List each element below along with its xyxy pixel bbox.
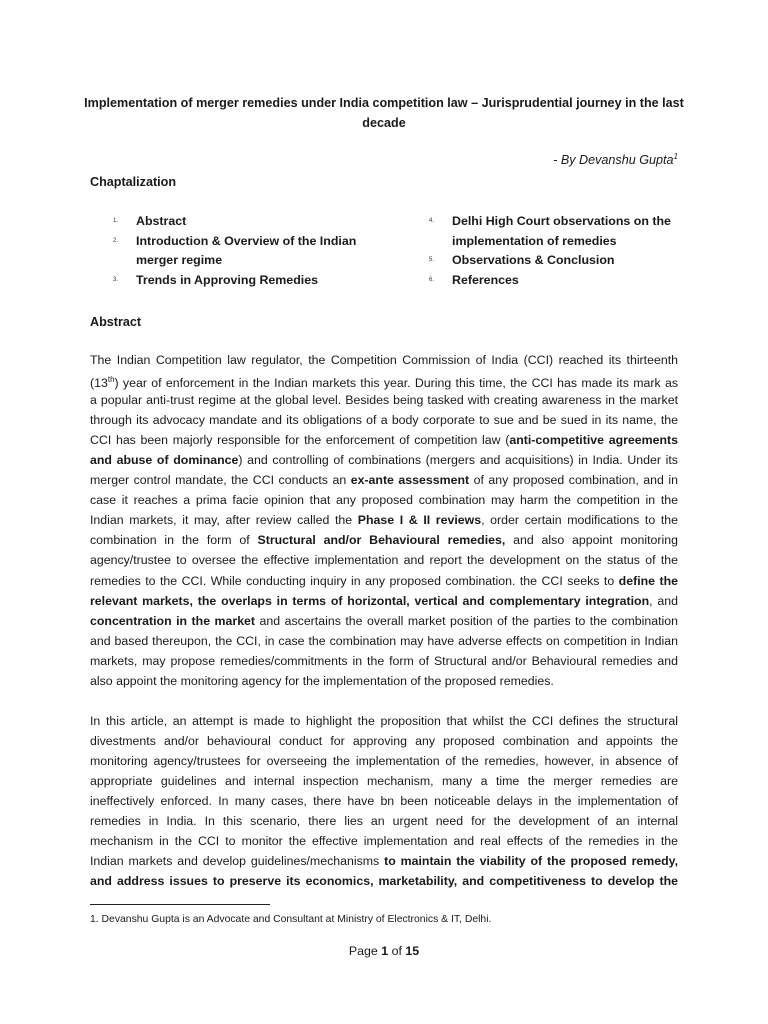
title-line-1: Implementation of merger remedies under India competition law – Jurisprudential journey in the last xyxy=(84,96,684,110)
text-run: , and xyxy=(649,593,678,608)
chaptalization-heading: Chaptalization xyxy=(90,175,177,189)
toc-item-number: 2. xyxy=(113,237,119,244)
paragraph-line xyxy=(90,370,678,390)
toc-item-number: 5. xyxy=(429,257,435,264)
paragraph-line xyxy=(90,591,678,611)
text-run: case it reaches a prima facie opinion that any proposed combination may harm the competition in the xyxy=(90,493,678,508)
page-number xyxy=(0,944,768,958)
paragraph-line xyxy=(90,751,678,771)
paragraph-line xyxy=(90,571,678,591)
text-run: ) year of enforcement in the Indian markets this year. During this time, the CCI has made its mark as xyxy=(114,376,678,391)
bold-text: to maintain the viability of the proposed remedy, xyxy=(384,854,678,869)
text-run: (13 xyxy=(90,376,108,391)
toc-item xyxy=(90,232,390,271)
byline-footnote-ref[interactable]: 1 xyxy=(673,152,678,161)
text-run: agency/trustee to oversee the effective implementation and report the development on the status of the xyxy=(90,553,678,568)
toc-item-label: Observations & Conclusion xyxy=(452,253,615,268)
abstract-paragraph-1 xyxy=(90,350,678,691)
bold-text: define the xyxy=(618,573,678,588)
text-run: combination in the form of xyxy=(90,533,258,548)
toc-item-number: 4. xyxy=(429,218,435,224)
text-run: ) and controlling of combinations (mergers and acquisitions) in India. Under its xyxy=(238,453,678,468)
page-total: 15 xyxy=(405,944,420,958)
toc-item xyxy=(406,212,706,251)
text-run: a popular anti-trust regime at the global level. Besides being tasked with creating awareness in the market xyxy=(90,393,678,408)
bold-text: concentration in the market xyxy=(90,613,256,628)
paragraph-line xyxy=(90,550,678,570)
toc-item-label: Introduction & Overview of the Indian xyxy=(136,233,357,248)
paragraph-line xyxy=(90,410,678,430)
paragraph-line xyxy=(90,611,678,631)
paragraph-line xyxy=(90,811,678,831)
bold-text: and abuse of dominance xyxy=(90,453,239,468)
toc-item-label: References xyxy=(452,272,519,287)
toc-item-label: Trends in Approving Remedies xyxy=(136,272,318,287)
text-run: and ascertains the overall market position of the parties to the combination xyxy=(255,613,678,628)
footnote-separator xyxy=(90,904,270,905)
paragraph-line xyxy=(90,631,678,651)
paragraph-line xyxy=(90,450,678,470)
paragraph-line xyxy=(90,771,678,791)
text-run: also appoint the monitoring agency for the implementation of the proposed remedies. xyxy=(90,673,554,688)
paragraph-line xyxy=(90,831,678,851)
paragraph-line xyxy=(90,470,678,490)
paragraph-line xyxy=(90,390,678,410)
toc-item xyxy=(90,271,390,291)
paragraph-line xyxy=(90,731,678,751)
text-run: monitoring agency/trustees for overseeing the implementation of the remedies, however, in absence of xyxy=(90,754,678,769)
paragraph-line xyxy=(90,651,678,671)
toc-item-label: Delhi High Court observations on the xyxy=(452,214,671,228)
abstract-heading: Abstract xyxy=(90,315,142,329)
paragraph-line xyxy=(90,510,678,530)
bold-text: Structural and/or Behavioural remedies, xyxy=(257,533,506,548)
page-current: 1 xyxy=(381,944,389,958)
bold-text: ex-ante assessment xyxy=(350,473,470,488)
paragraph-line xyxy=(90,791,678,811)
paragraph-line xyxy=(90,430,678,450)
paragraph-line xyxy=(90,711,678,731)
text-run: of any proposed combination, and in xyxy=(469,473,678,488)
document-title xyxy=(84,93,684,133)
bold-text: anti-competitive agreements xyxy=(509,433,678,448)
paragraph-line xyxy=(90,530,678,550)
text-run: merger control mandate, the CCI conducts an xyxy=(90,473,351,488)
toc-item-label: Abstract xyxy=(136,214,187,228)
text-run: and also appoint monitoring xyxy=(505,533,678,548)
toc-item-label: merger regime xyxy=(136,253,223,268)
bold-text: and address issues to preserve its economics, marketability, and competitiveness to develop the xyxy=(90,874,678,889)
bold-text: Phase I & II reviews xyxy=(357,513,482,528)
paragraph-line xyxy=(90,490,678,510)
paragraph-line xyxy=(90,350,678,370)
text-run: remedies in India. In this scenario, there lies an urgent need for the development of an internal xyxy=(90,814,678,829)
text-run: appropriate guidelines and internal inspection mechanism, many a time the merger remedies are xyxy=(90,774,678,789)
text-run: , order certain modifications to the xyxy=(481,513,678,528)
author-byline xyxy=(553,152,678,167)
text-run: The Indian Competition law regulator, the Competition Commission of India (CCI) reached its thirteenth xyxy=(90,353,678,367)
text-run: divestments and/or behavioural conduct for approving any proposed combination and appoints the xyxy=(90,734,678,749)
text-run: markets, may propose remedies/commitments in the form of Structural and/or Behavioural remedies and xyxy=(90,653,678,668)
footnote-1: 1. Devanshu Gupta is an Advocate and Consultant at Ministry of Electronics & IT, Delhi. xyxy=(90,914,492,925)
bold-text: relevant markets, the overlaps in terms of horizontal, vertical and complementary integration xyxy=(90,593,650,608)
text-run: Indian markets, it may, after review called the xyxy=(90,513,358,528)
toc-left-column xyxy=(90,212,390,290)
paragraph-line xyxy=(90,871,678,891)
title-line-2: decade xyxy=(362,116,406,130)
paragraph-line xyxy=(90,671,678,691)
toc-item xyxy=(90,212,390,232)
paragraph-line xyxy=(90,851,678,871)
text-run: remedies to the CCI. While conducting inquiry in any proposed combination. the CCI seeks to xyxy=(90,573,619,588)
toc-item xyxy=(406,271,706,291)
toc-item-number: 6. xyxy=(429,276,435,283)
toc-item-number: 1. xyxy=(113,218,119,224)
text-run: ineffectively enforced. In many cases, there have bn been noticeable delays in the implementation of xyxy=(90,794,678,809)
page-of: of xyxy=(391,944,402,958)
text-run: In this article, an attempt is made to highlight the proposition that whilst the CCI defines the structural xyxy=(90,714,678,728)
text-run: through its advocacy mandate and its obligations of a body corporate to sue and be sued in its name, the xyxy=(90,413,678,428)
page-label: Page xyxy=(348,944,378,958)
superscript-text: th xyxy=(107,375,115,385)
byline-text: - By Devanshu Gupta xyxy=(553,153,674,168)
toc-item-label: implementation of remedies xyxy=(452,233,617,248)
text-run: CCI has been majorly responsible for the enforcement of competition law ( xyxy=(90,433,510,448)
text-run: Indian markets and develop guidelines/mechanisms xyxy=(90,854,385,869)
toc-item-number: 3. xyxy=(113,276,119,283)
text-run: and based thereupon, the CCI, in case the combination may have adverse effects on competition in Indian xyxy=(90,633,678,648)
abstract-paragraph-2 xyxy=(90,711,678,891)
toc-right-column xyxy=(406,212,706,290)
toc-item xyxy=(406,251,706,271)
text-run: mechanism in the CCI to monitor the effective implementation and real effects of the remedies in the xyxy=(90,834,678,849)
